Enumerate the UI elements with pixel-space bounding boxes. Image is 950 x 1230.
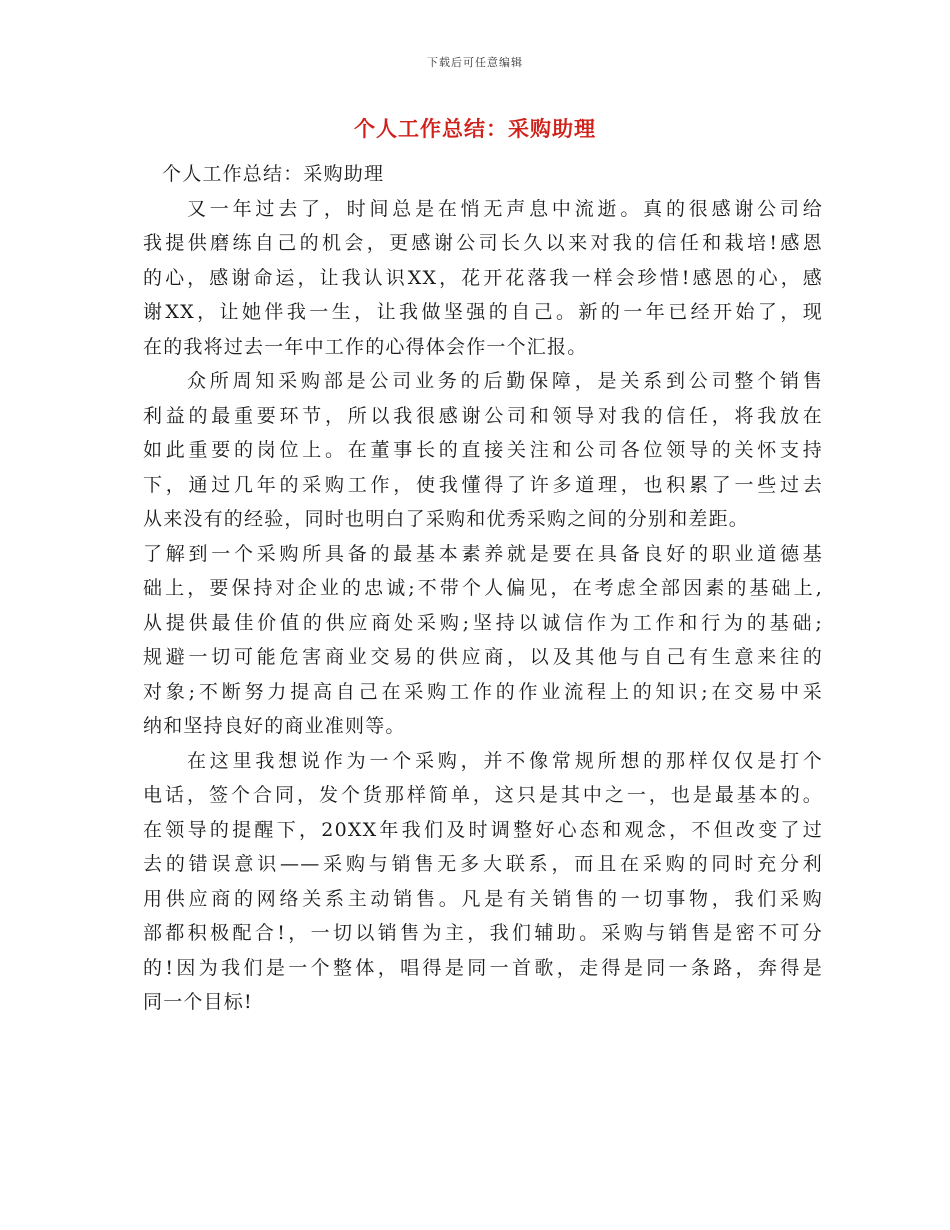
paragraph-line: 众所周知采购部是公司业务的后勤保障，是关系到公司整个销售 xyxy=(187,370,823,392)
paragraph-line: 对象;不断努力提高自己在采购工作的作业流程上的知识;在交易中采 xyxy=(143,680,823,703)
paragraph-line: 在的我将过去一年中工作的心得体会作一个汇报。 xyxy=(143,335,588,358)
paragraph-line: 电话，签个合同，发个货那样简单，这只是其中之一，也是最基本的。 xyxy=(143,784,823,806)
paragraph-line: 我提供磨练自己的机会，更感谢公司长久以来对我的信任和栽培!感恩 xyxy=(143,232,823,254)
paragraph-line: 用供应商的网络关系主动销售。凡是有关销售的一切事物，我们采购 xyxy=(143,887,823,910)
paragraph-line: 纳和坚持良好的商业准则等。 xyxy=(143,715,406,737)
paragraph-line: 下，通过几年的采购工作，使我懂得了许多道理，也积累了一些过去 xyxy=(143,473,823,496)
document-title: 个人工作总结：采购助理 xyxy=(354,117,596,141)
paragraph-line: 在领导的提醒下，20XX年我们及时调整好心态和观念，不但改变了过 xyxy=(143,818,823,841)
paragraph-line: 从来没有的经验，同时也明白了采购和优秀采购之间的分别和差距。 xyxy=(143,508,750,530)
paragraph-line: 去的错误意识——采购与销售无多大联系，而且在采购的同时充分利 xyxy=(143,853,823,875)
paragraph-line: 又一年过去了，时间总是在悄无声息中流逝。真的很感谢公司给 xyxy=(187,197,823,220)
paragraph-line: 的心，感谢命运，让我认识XX，花开花落我一样会珍惜!感恩的心，感 xyxy=(143,266,823,289)
paragraph-line: 规避一切可能危害商业交易的供应商，以及其他与自己有生意来往的 xyxy=(143,646,823,668)
paragraph-line: 从提供最佳价值的供应商处采购;坚持以诚信作为工作和行为的基础; xyxy=(143,611,823,634)
paragraph-line: 如此重要的岗位上。在董事长的直接关注和公司各位领导的关怀支持 xyxy=(143,439,823,461)
paragraph-line: 的!因为我们是一个整体，唱得是同一首歌，走得是同一条路，奔得是 xyxy=(143,956,823,979)
paragraph-line: 础上，要保持对企业的忠诚;不带个人偏见，在考虑全部因素的基础上, xyxy=(143,577,823,599)
header-note: 下载后可任意编辑 xyxy=(427,56,523,69)
paragraph-line: 利益的最重要环节，所以我很感谢公司和领导对我的信任，将我放在 xyxy=(143,404,823,427)
document-body xyxy=(143,157,823,1020)
paragraph-line: 同一个目标! xyxy=(143,991,253,1013)
paragraph-line: 部都积极配合!，一切以销售为主，我们辅助。采购与销售是密不可分 xyxy=(143,922,823,944)
paragraph-line: 谢XX，让她伴我一生，让我做坚强的自己。新的一年已经开始了，现 xyxy=(143,301,823,323)
paragraph-line: 了解到一个采购所具备的最基本素养就是要在具备良好的职业道德基 xyxy=(143,542,823,565)
subtitle-line: 个人工作总结：采购助理 xyxy=(162,163,385,185)
paragraph-line: 在这里我想说作为一个采购，并不像常规所想的那样仅仅是打个 xyxy=(187,749,823,772)
